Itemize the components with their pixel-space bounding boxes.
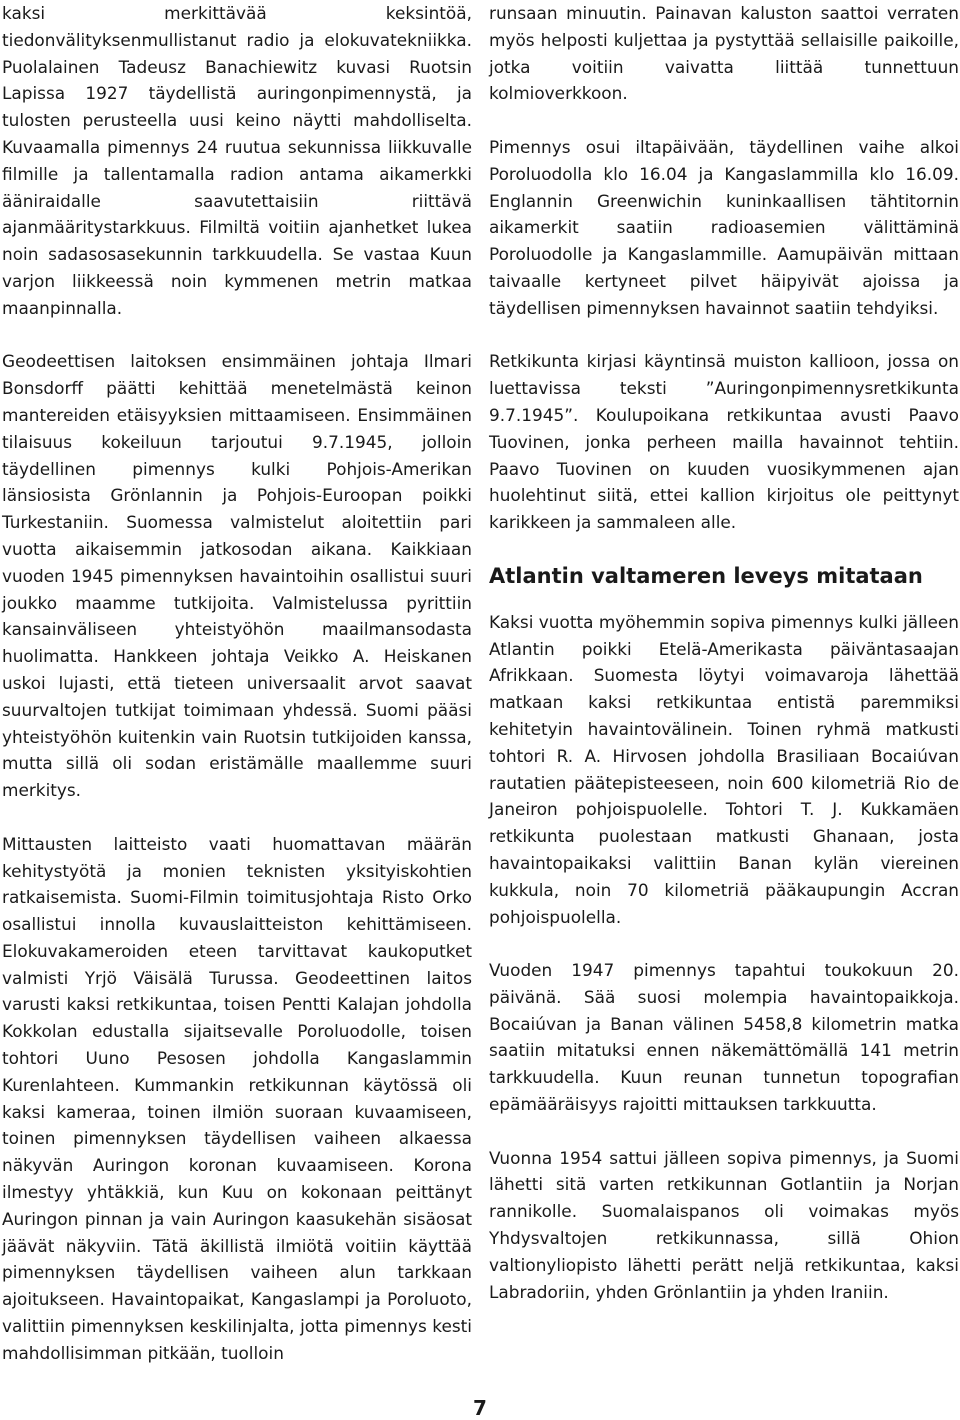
body-paragraph: Retkikunta kirjasi käyntinsä muiston kallioon, jossa on luettavissa teksti ”Auringonpimennysretkikunta 9.7.1945”. Koulupoikana retkikuntaa avusti Paavo Tuovinen, jonka perheen mailla havainnot tehtiin. Paavo Tuovinen on kuuden vuosikymmenen ajan huolehtinut siitä, ettei kallion kirjoitus ole peittynyt karikkeen ja sammaleen alle. — [489, 351, 959, 533]
left-column — [2, 0, 472, 1367]
page-number: 7 — [473, 1396, 487, 1420]
right-column — [489, 0, 959, 1305]
body-paragraph: Vuonna 1954 sattui jälleen sopiva pimennys, ja Suomi lähetti sitä varten retkikunnan Gotlantiin ja Norjan rannikolle. Suomalaispanos oli voimakas myös Yhdysvaltojen retkikunnassa, sillä Ohion valtionyliopisto lähetti perätt neljä retkikuntaa, kaksi Labradoriin, yhden Grönlantiin ja yhden Iraniin. — [489, 1147, 959, 1302]
body-paragraph: runsaan minuutin. Painavan kaluston saattoi verraten myös helposti kuljettaa ja pystyttää sellaisille paikoille, jotka voitiin vaivatta liittää tunnettuun kolmioverkkoon. — [489, 3, 959, 104]
body-paragraph: Pimennys osui iltapäivään, täydellinen vaihe alkoi Poroluodolla klo 16.04 ja Kangaslammilla klo 16.09. Englannin Greenwichin kuninkaallisen tähtitornin aikamerkit saatiin radioasemien välittäminä Poroluodolle ja Kangaslammille. Aamupäivän mittaan taivaalle kertyneet pilvet häipyivät ajoissa ja täydellisen pimennyksen havainnot saatiin tehdyiksi. — [489, 136, 959, 318]
body-paragraph: Vuoden 1947 pimennys tapahtui toukokuun 20. päivänä. Sää suosi molempia havaintopaikkoja. Bocaiúvan ja Banan välinen 5458,8 kilometrin matka saatiin mitatuksi ennen näkemättömällä 141 metrin tarkkuudella. Kuun reunan tunnetun topografian epämääräisyys rajoitti mittauksen tarkkuutta. — [489, 960, 959, 1115]
body-paragraph: Mittausten laitteisto vaati huomattavan määrän kehitystyötä ja monien teknisten yksityiskohtien ratkaisemista. Suomi-Filmin toimitusjohtaja Risto Orko osallistui innolla kuvauslaitteiston kehittämiseen. Elokuvakameroiden eteen tarvittavat kaukoputket valmisti Yrjö Väisälä Turussa. Geodeettinen laitos varusti kaksi retkikuntaa, toisen Pentti Kalajan johdolla Kokkolan edustalla sijaitsevalle Poroluodolle, toisen tohtori Uuno Pesosen johdolla Kangaslammin Kurenlahteen. Kummankin retkikunnan käytössä oli kaksi kameraa, toinen ilmiön suoraan kuvaamiseen, toinen pimennyksen täydellisen vaiheen alkaessa näkyvän Auringon koronan kuvaamiseen. Korona ilmestyy yhtäkkiä, kun Kuu on kokonaan peittänyt Auringon pinnan ja vain Auringon kaasukehän sisäosat jäävät näkyviin. Tätä äkillistä ilmiötä voitiin käyttää pimennyksen täydellisen vaiheen alun tarkkaan ajoitukseen. Havaintopaikat, Kangaslampi ja Poroluoto, valittiin pimennyksen keskilinjalta, jotta pimennys kesti mahdollisimman pitkään, tuolloin — [2, 833, 472, 1363]
section-heading: Atlantin valtameren leveys mitataan — [489, 563, 923, 588]
body-paragraph: Geodeettisen laitoksen ensimmäinen johtaja Ilmari Bonsdorff päätti kehittää menetelmästä keinon mantereiden etäisyyksien mittaamiseen. Ensimmäinen tilaisuus kokeiluun tarjoutui 9.7.1945, jolloin täydellinen pimennys kulki Pohjois-Amerikan länsiosista Grönlannin ja Pohjois-Euroopan poikki Turkestaniin. Suomessa valmistelut aloitettiin pari vuotta aikaisemmin jatkosodan aikana. Kaikkiaan vuoden 1945 pimennyksen havaintoihin osallistui suuri joukko maamme tutkijoita. Valmistelussa pyrittiin kansainväliseen yhteistyöhön maailmansodasta huolimatta. Hankkeen johtaja Veikko A. Heiskanen uskoi lujasti, että tieteen universaalit arvot saavat suurvaltojen tutkijat toimimaan yhdessä. Suomi pääsi yhteistyöhön kuitenkin vain Ruotsin tutkijoiden kanssa, mutta sillä oli sodan eristämälle maallemme suuri merkitys. — [2, 351, 472, 801]
body-paragraph: Kaksi vuotta myöhemmin sopiva pimennys kulki jälleen Atlantin poikki Etelä-Amerikasta päiväntasaajan Afrikkaan. Suomesta löytyi voimavaroja lähettää matkaan kaksi retkikuntaa entistä paremmiksi kehitetyin havaintovälinein. Toinen ryhmä matkusti tohtori R. A. Hirvosen johdolla Brasiliaan Bocaiúvan rautatien päätepisteeseen, noin 600 kilometriä Rio de Janeiron pohjoispuolelle. Tohtori T. J. Kukkamäen retkikunta puolestaan matkusti Ghanaan, josta havaintopaikaksi valittiin Banan kylän viereinen kukkula, noin 70 kilometriä pääkaupungin Accran pohjoispuolella. — [489, 611, 959, 927]
body-paragraph: kaksi merkittävää keksintöä, tiedonvälityksenmullistanut radio ja elokuvatekniikka. Puolalainen Tadeusz Banachiewitz kuvasi Ruotsin Lapissa 1927 täydellistä auringonpimennystä, ja tulosten perusteella uusi keino näytti mahdolliselta. Kuvaamalla pimennys 24 ruutua sekunnissa liikkuvalle filmille ja tallentamalla radion antama aikamerkki ääniraidalle saavutettaisiin riittävä ajanmääritystarkkuus. Filmiltä voitiin ajanhetket lukea noin sadasosasekunnin tarkkuudella. Se vastaa Kuun varjon liikkeessä noin kymmenen metrin matkaa maanpinnalla. — [2, 3, 472, 318]
